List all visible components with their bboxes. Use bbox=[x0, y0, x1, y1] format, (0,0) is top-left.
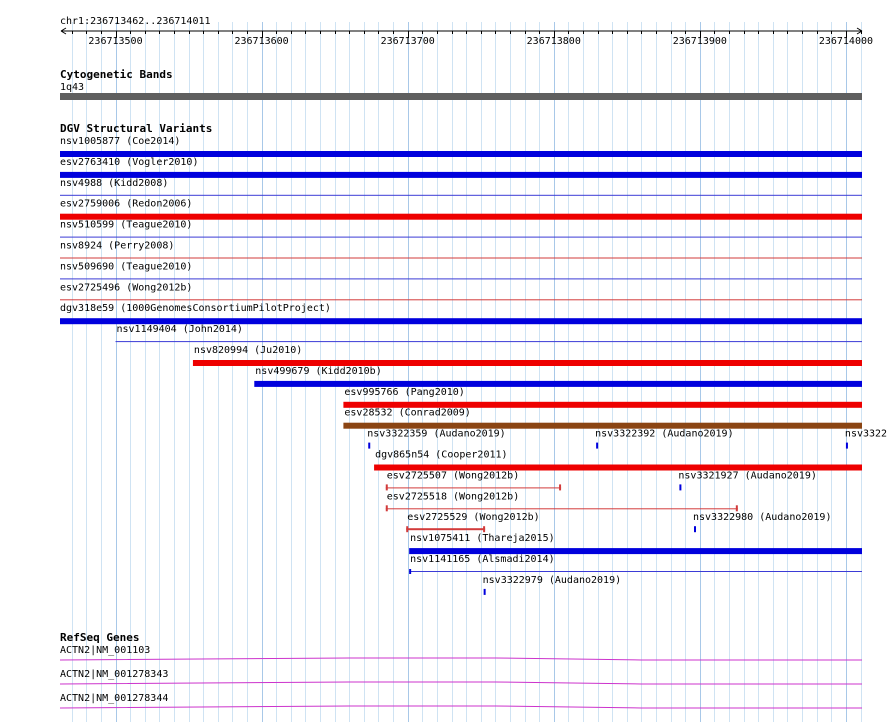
dgv-feature-label: nsv1141165 (Alsmadi2014) bbox=[410, 554, 555, 565]
refseq-transcript-line bbox=[60, 658, 862, 660]
dgv-feature[interactable] bbox=[386, 470, 561, 490]
dgv-feature-label: nsv4988 (Kidd2008) bbox=[60, 177, 169, 189]
dgv-feature[interactable] bbox=[409, 533, 862, 554]
dgv-feature[interactable] bbox=[193, 345, 862, 366]
dgv-feature[interactable] bbox=[60, 136, 862, 157]
dgv-feature-label: esv2763410 (Vogler2010) bbox=[60, 156, 199, 168]
dgv-feature[interactable] bbox=[483, 575, 621, 595]
dgv-feature-start-mark bbox=[409, 569, 411, 574]
dgv-feature[interactable] bbox=[693, 512, 831, 532]
dgv-feature-bar bbox=[60, 237, 862, 238]
dgv-feature-bar bbox=[386, 508, 738, 509]
dgv-feature[interactable] bbox=[60, 220, 862, 238]
dgv-feature-bar bbox=[60, 299, 862, 300]
ruler-tick-label: 236714000 bbox=[818, 36, 874, 47]
refseq-transcript[interactable] bbox=[60, 693, 862, 708]
dgv-feature-label: esv2725518 (Wong2012b) bbox=[386, 491, 520, 503]
dgv-feature[interactable] bbox=[60, 157, 862, 178]
dgv-feature-bar bbox=[60, 278, 862, 279]
dgv-feature-label: nsv1005877 (Coe2014) bbox=[60, 136, 181, 147]
ruler-ticks bbox=[73, 31, 874, 47]
dgv-feature-bar bbox=[406, 528, 485, 530]
dgv-feature[interactable] bbox=[60, 282, 862, 300]
dgv-feature-left-cap bbox=[386, 484, 388, 490]
dgv-feature[interactable] bbox=[116, 324, 862, 342]
dgv-feature[interactable] bbox=[343, 408, 862, 429]
cytoband-track-title: Cytogenetic Bands bbox=[60, 68, 173, 81]
cytoband-label: 1q43 bbox=[60, 82, 85, 93]
dgv-feature-label: nsv3322392 (Audano2019) bbox=[595, 428, 734, 440]
dgv-feature-bar bbox=[60, 195, 862, 196]
dgv-feature-mark bbox=[368, 443, 370, 449]
dgv-feature-label: nsv1149404 (John2014) bbox=[116, 324, 243, 336]
dgv-feature-label: nsv3321927 (Audano2019) bbox=[678, 470, 817, 482]
dgv-feature-label: esv2759006 (Redon2006) bbox=[60, 198, 193, 210]
dgv-feature[interactable] bbox=[60, 241, 862, 259]
refseq-track bbox=[60, 631, 862, 708]
dgv-features bbox=[60, 136, 887, 595]
dgv-feature-label: nsv8924 (Perry2008) bbox=[60, 240, 175, 252]
dgv-feature[interactable] bbox=[409, 554, 862, 574]
dgv-feature-label: nsv820994 (Ju2010) bbox=[193, 345, 303, 356]
dgv-feature-label: esv2725496 (Wong2012b) bbox=[60, 282, 193, 294]
refseq-transcript[interactable] bbox=[60, 645, 862, 660]
dgv-feature-bar bbox=[116, 341, 862, 342]
dgv-feature-label: esv2725507 (Wong2012b) bbox=[386, 470, 520, 482]
refseq-features bbox=[60, 645, 862, 708]
ruler-tick-label: 236713700 bbox=[380, 36, 435, 47]
dgv-feature-mark bbox=[679, 484, 681, 490]
dgv-feature-mark bbox=[846, 443, 848, 449]
refseq-transcript-label: ACTN2|NM_001103 bbox=[60, 645, 151, 656]
ruler-tick-label: 236713900 bbox=[672, 36, 727, 47]
ruler-tick-label: 236713600 bbox=[234, 36, 289, 47]
dgv-feature[interactable] bbox=[343, 387, 862, 408]
dgv-feature[interactable] bbox=[367, 429, 505, 449]
dgv-feature[interactable] bbox=[595, 429, 733, 449]
dgv-feature-right-cap bbox=[559, 484, 561, 490]
dgv-feature[interactable] bbox=[60, 199, 862, 220]
dgv-feature-label: esv28532 (Conrad2009) bbox=[344, 407, 471, 419]
dgv-feature-label: nsv509690 (Teague2010) bbox=[60, 261, 193, 273]
dgv-feature-label: dgv865n54 (Cooper2011) bbox=[375, 449, 508, 461]
dgv-feature-label: nsv3322359 (Audano2019) bbox=[367, 428, 506, 440]
dgv-feature[interactable] bbox=[406, 512, 539, 532]
refseq-track-title: RefSeq Genes bbox=[60, 631, 140, 644]
ruler-tick-label: 236713800 bbox=[526, 36, 581, 47]
dgv-track-title: DGV Structural Variants bbox=[60, 122, 213, 135]
dgv-feature-label: nsv3322980 (Audano2019) bbox=[693, 512, 832, 524]
refseq-transcript-label: ACTN2|NM_001278343 bbox=[60, 669, 169, 680]
dgv-feature[interactable] bbox=[60, 261, 862, 279]
dgv-feature-right-cap bbox=[736, 505, 738, 511]
dgv-feature-label: nsv510599 (Teague2010) bbox=[60, 219, 193, 231]
dgv-feature-bar bbox=[60, 258, 862, 259]
dgv-feature-label: nsv3322 bbox=[844, 428, 888, 440]
dgv-feature-label: nsv499679 (Kidd2010b) bbox=[255, 365, 382, 377]
dgv-feature[interactable] bbox=[678, 470, 816, 490]
dgv-feature-label: nsv1075411 (Thareja2015) bbox=[410, 533, 555, 545]
dgv-feature-left-cap bbox=[386, 505, 388, 511]
dgv-feature-right-cap bbox=[483, 526, 485, 532]
refseq-transcript-line bbox=[60, 682, 862, 684]
cytoband-bar[interactable] bbox=[60, 93, 862, 100]
dgv-feature[interactable] bbox=[60, 303, 862, 324]
dgv-feature-mark bbox=[694, 526, 696, 532]
location-label: chr1:236713462..236714011 bbox=[60, 16, 211, 27]
dgv-feature[interactable] bbox=[845, 429, 887, 449]
cytoband-track bbox=[60, 68, 862, 100]
dgv-feature-mark bbox=[596, 443, 598, 449]
dgv-feature-bar bbox=[386, 487, 561, 488]
dgv-feature-label: nsv3322979 (Audano2019) bbox=[482, 574, 622, 586]
dgv-feature[interactable] bbox=[254, 366, 862, 387]
dgv-feature-label: esv995766 (Pang2010) bbox=[344, 386, 465, 398]
refseq-transcript-label: ACTN2|NM_001278344 bbox=[60, 693, 169, 704]
refseq-transcript-line bbox=[60, 706, 862, 708]
dgv-feature-bar bbox=[60, 172, 862, 178]
dgv-feature-label: dgv318e59 (1000GenomesConsortiumPilotProject) bbox=[60, 303, 331, 315]
refseq-transcript[interactable] bbox=[60, 669, 862, 684]
dgv-feature-label: esv2725529 (Wong2012b) bbox=[407, 512, 540, 524]
dgv-feature[interactable] bbox=[374, 450, 862, 471]
dgv-feature-mark bbox=[484, 589, 486, 595]
dgv-feature[interactable] bbox=[60, 178, 862, 196]
dgv-feature-bar bbox=[409, 571, 862, 572]
ruler-tick-label: 236713500 bbox=[88, 36, 143, 47]
dgv-track bbox=[60, 122, 887, 595]
dgv-feature-left-cap bbox=[406, 526, 408, 532]
